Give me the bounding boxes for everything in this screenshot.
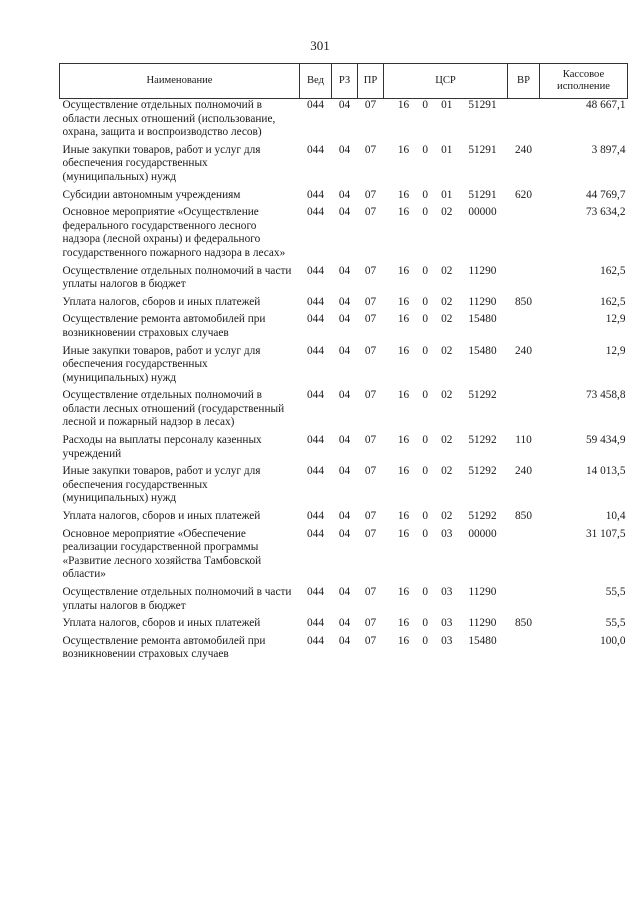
table-row [60,617,628,635]
csr-part-csr2: 0 [422,99,428,111]
table-row [60,510,628,528]
csr-code [384,586,508,600]
table-row [60,635,628,666]
row-pr: 07 [364,143,377,156]
csr-part-csr3: 02 [441,206,453,219]
csr-part-csr1: 16 [397,344,410,357]
row-pr: 07 [364,264,377,277]
csr-part-csr2: 0 [422,143,428,156]
row-name: Уплата налогов, сборов и иных платежей [62,617,261,630]
csr-code [384,389,508,403]
header-name: Наименование [60,64,300,99]
csr-part-csr2: 0 [422,434,428,447]
header-csr: ЦСР [384,64,508,99]
csr-part-csr4: 15480 [468,634,497,647]
csr-part-csr4: 11290 [468,264,497,277]
csr-part-csr1: 16 [397,586,410,598]
row-name: Основное мероприятие «Осуществление федерального государственного лесного надзора (лесной охраны) и федерального государственного пожарного надзора в лесах» [62,206,286,259]
row-pr: 07 [364,586,377,598]
row-rz: 04 [338,313,351,326]
row-vr: 240 [515,143,532,156]
row-pr: 07 [364,434,377,447]
row-rz: 04 [338,206,351,219]
row-rz: 04 [338,389,351,402]
row-csr [384,99,508,144]
header-amount: Кассовое исполнение [540,64,628,99]
row-rz: 04 [338,434,351,447]
row-ved: 044 [307,344,324,357]
page-number: 301 [310,38,330,53]
csr-part-csr4: 51291 [468,99,497,111]
row-ved: 044 [307,206,324,219]
row-pr: 07 [364,295,377,308]
row-csr [384,510,508,528]
row-csr [384,389,508,434]
csr-part-csr1: 16 [397,510,410,523]
row-ved: 044 [307,389,324,402]
csr-part-csr4: 15480 [468,344,497,357]
table-row [60,296,628,314]
row-rz: 04 [338,295,351,308]
row-ved: 044 [307,143,324,156]
row-amount: 100,0 [600,634,626,647]
row-amount: 162,5 [600,295,626,308]
row-vr: 240 [515,344,532,357]
row-name: Иные закупки товаров, работ и услуг для обеспечения государственных (муниципальных) нужд [62,465,261,505]
row-ved: 044 [307,188,324,201]
csr-part-csr3: 02 [441,264,453,277]
table-row [60,586,628,617]
csr-part-csr4: 51292 [468,389,497,402]
row-csr [384,617,508,635]
table-row [60,206,628,264]
csr-part-csr2: 0 [422,206,428,219]
csr-part-csr1: 16 [397,143,410,156]
csr-code [384,144,508,158]
row-pr: 07 [364,206,377,219]
row-rz: 04 [338,617,351,630]
row-vr [508,635,540,666]
row-name: Осуществление отдельных полномочий в области лесных отношений (использование, охрана, защита и воспроизводство лесов) [62,99,276,139]
row-csr [384,144,508,189]
row-rz: 04 [338,634,351,647]
table-header-row [60,64,628,99]
row-amount: 162,5 [600,264,626,277]
row-amount: 12,9 [605,344,626,357]
row-ved: 044 [307,313,324,326]
csr-part-csr1: 16 [397,99,410,111]
csr-part-csr4: 51291 [468,143,497,156]
row-rz: 04 [338,586,351,598]
row-amount: 10,4 [605,510,626,523]
row-pr: 07 [364,99,377,111]
csr-part-csr3: 01 [441,99,453,111]
csr-part-csr1: 16 [397,617,410,630]
table-row [60,189,628,207]
row-name: Осуществление ремонта автомобилей при возникновении страховых случаев [62,313,266,339]
row-name: Основное мероприятие «Обеспечение реализации государственной программы «Развитие лесного хозяйства Тамбовской области» [62,527,262,581]
row-rz: 04 [338,264,351,277]
csr-code [384,345,508,359]
csr-code [384,434,508,448]
csr-part-csr2: 0 [422,510,428,523]
csr-part-csr1: 16 [397,527,410,540]
csr-part-csr3: 01 [441,143,453,156]
row-amount: 55,5 [605,586,626,598]
csr-part-csr3: 02 [441,313,453,326]
row-ved: 044 [307,434,324,447]
row-vr [508,206,540,264]
csr-part-csr1: 16 [397,634,410,647]
row-amount: 14 013,5 [585,465,626,478]
csr-code [384,510,508,524]
row-pr: 07 [364,465,377,478]
row-amount: 44 769,7 [585,188,626,201]
table-row [60,144,628,189]
row-name: Субсидии автономным учреждениям [62,188,241,201]
row-csr [384,465,508,510]
csr-part-csr4: 11290 [468,617,497,630]
csr-code [384,99,508,113]
row-ved: 044 [307,634,324,647]
csr-part-csr3: 03 [441,527,453,540]
row-ved: 044 [307,99,324,111]
csr-part-csr4: 51292 [468,465,497,478]
row-csr [384,434,508,465]
row-vr: 110 [515,434,532,447]
row-name: Осуществление ремонта автомобилей при возникновении страховых случаев [62,634,266,661]
row-pr: 07 [364,313,377,326]
csr-part-csr3: 03 [441,634,453,647]
row-pr: 07 [364,389,377,402]
table-row [60,99,628,144]
row-csr [384,189,508,207]
table-row [60,465,628,510]
row-name: Осуществление отдельных полномочий в части уплаты налогов в бюджет [62,586,292,612]
row-name: Осуществление отдельных полномочий в части уплаты налогов в бюджет [62,264,292,291]
row-rz: 04 [338,465,351,478]
row-amount: 48 667,1 [585,99,626,111]
row-ved: 044 [307,465,324,478]
row-name: Уплата налогов, сборов и иных платежей [62,295,261,308]
header-ved: Вед [300,64,332,99]
row-rz: 04 [338,344,351,357]
row-ved: 044 [307,617,324,630]
row-csr [384,296,508,314]
csr-part-csr1: 16 [397,465,410,478]
csr-code [384,635,508,649]
row-vr: 240 [515,465,532,478]
csr-part-csr2: 0 [422,465,428,478]
row-vr [508,389,540,434]
row-pr: 07 [364,344,377,357]
row-vr [508,99,540,144]
row-pr: 07 [364,527,377,540]
csr-part-csr3: 02 [441,389,453,402]
table-row [60,389,628,434]
table-row [60,434,628,465]
row-name: Осуществление отдельных полномочий в области лесных отношений (государственный лесной и пожарный надзор в лесах) [62,389,285,429]
csr-code [384,206,508,220]
csr-part-csr2: 0 [422,313,428,326]
row-amount: 3 897,4 [591,143,626,156]
row-csr [384,635,508,666]
csr-part-csr3: 02 [441,465,453,478]
row-ved: 044 [307,510,324,523]
row-rz: 04 [338,99,351,111]
row-pr: 07 [364,617,377,630]
row-vr [508,586,540,617]
csr-code [384,528,508,542]
row-csr [384,206,508,264]
row-amount: 31 107,5 [585,527,626,540]
csr-part-csr2: 0 [422,389,428,402]
row-amount: 12,9 [605,313,626,326]
csr-part-csr4: 11290 [468,295,497,308]
csr-part-csr2: 0 [422,344,428,357]
row-vr [508,528,540,586]
row-pr: 07 [364,634,377,647]
row-vr: 850 [515,617,532,630]
csr-part-csr3: 02 [441,295,453,308]
row-csr [384,313,508,344]
csr-code [384,189,508,203]
row-ved: 044 [307,527,324,540]
row-vr: 620 [515,188,532,201]
csr-part-csr1: 16 [397,389,410,402]
csr-part-csr2: 0 [422,264,428,277]
row-rz: 04 [338,510,351,523]
csr-code [384,265,508,279]
row-name: Уплата налогов, сборов и иных платежей [62,510,261,523]
row-ved: 044 [307,586,324,598]
csr-part-csr2: 0 [422,527,428,540]
header-rz: РЗ [332,64,358,99]
csr-part-csr2: 0 [422,634,428,647]
csr-part-csr2: 0 [422,586,428,598]
csr-part-csr1: 16 [397,188,410,201]
table-row [60,313,628,344]
csr-part-csr4: 51291 [468,188,497,201]
csr-part-csr4: 00000 [468,527,497,540]
csr-part-csr3: 02 [441,510,453,523]
row-csr [384,586,508,617]
row-amount: 73 634,2 [585,206,626,219]
csr-part-csr4: 15480 [468,313,497,326]
row-rz: 04 [338,143,351,156]
csr-part-csr1: 16 [397,313,410,326]
table-row [60,265,628,296]
row-amount: 73 458,8 [585,389,626,402]
csr-part-csr1: 16 [397,295,410,308]
row-rz: 04 [338,188,351,201]
row-name: Иные закупки товаров, работ и услуг для обеспечения государственных (муниципальных) нужд [62,344,261,384]
csr-code [384,465,508,479]
csr-part-csr1: 16 [397,434,410,447]
header-pr: ПР [358,64,384,99]
row-name: Расходы на выплаты персоналу казенных учреждений [62,434,262,460]
csr-part-csr4: 51292 [468,434,497,447]
row-csr [384,345,508,390]
csr-part-csr1: 16 [397,264,410,277]
budget-table [59,63,628,666]
csr-part-csr3: 02 [441,344,453,357]
row-name: Иные закупки товаров, работ и услуг для обеспечения государственных (муниципальных) нужд [62,143,261,183]
csr-part-csr4: 51292 [468,510,497,523]
row-csr [384,265,508,296]
csr-part-csr3: 01 [441,188,453,201]
row-amount: 59 434,9 [585,434,626,447]
csr-part-csr3: 03 [441,617,453,630]
row-vr [508,265,540,296]
csr-part-csr1: 16 [397,206,410,219]
csr-part-csr2: 0 [422,188,428,201]
row-vr [508,313,540,344]
row-rz: 04 [338,527,351,540]
row-amount: 55,5 [605,617,626,630]
row-pr: 07 [364,510,377,523]
row-vr: 850 [515,295,532,308]
row-pr: 07 [364,188,377,201]
row-ved: 044 [307,295,324,308]
row-ved: 044 [307,264,324,277]
csr-part-csr3: 03 [441,586,453,598]
row-csr [384,528,508,586]
csr-part-csr4: 00000 [468,206,497,219]
csr-code [384,617,508,631]
csr-part-csr2: 0 [422,617,428,630]
csr-code [384,313,508,327]
csr-part-csr4: 11290 [468,586,497,598]
row-vr: 850 [515,510,532,523]
csr-part-csr3: 02 [441,434,453,447]
csr-code [384,296,508,310]
header-vr: ВР [508,64,540,99]
table-row [60,345,628,390]
csr-part-csr2: 0 [422,295,428,308]
table-row [60,528,628,586]
